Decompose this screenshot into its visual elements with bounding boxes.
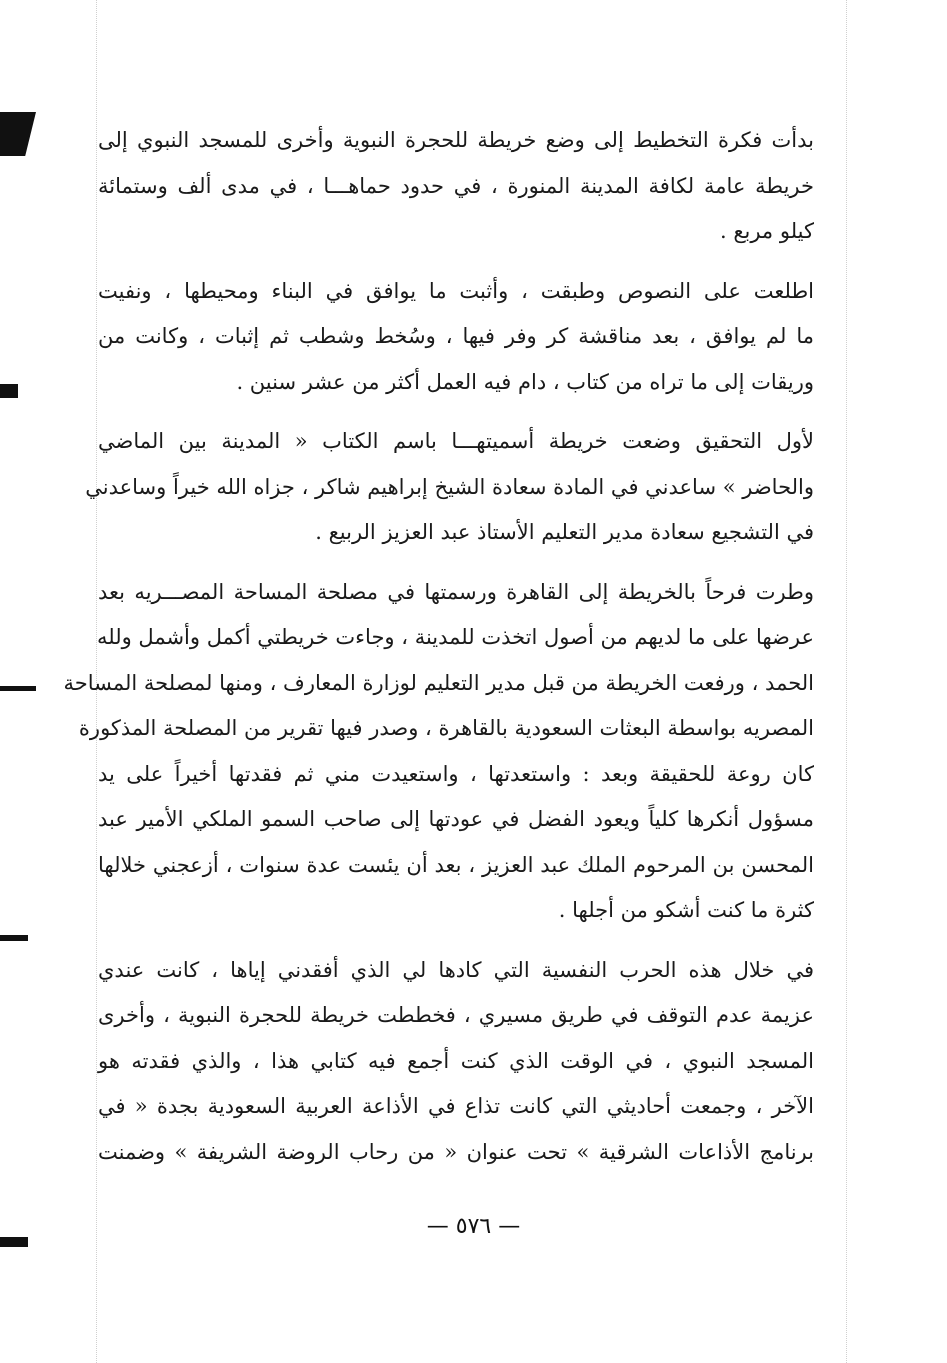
text-line: الحمد ، ورفعت الخريطة من قبل مدير التعليم لوزارة المعارف ، ومنها لمصلحة المساحة bbox=[63, 670, 814, 695]
text-line: خريطة عامة لكافة المدينة المنورة ، في حدود حماهـــا ، في مدى ألف وستمائة bbox=[98, 173, 814, 198]
paragraph bbox=[63, 570, 814, 934]
paragraph bbox=[85, 419, 814, 556]
text-line: المحسن بن المرحوم الملك عبد العزيز ، بعد أن يئست عدة سنوات ، أزعجني خلالها bbox=[98, 852, 814, 877]
text-line: وريقات إلى ما تراه من كتاب ، دام فيه العمل أكثر من عشر سنين . bbox=[236, 369, 814, 394]
text-line: برنامج الأذاعات الشرقية » تحت عنوان « من رحاب الروضة الشريفة » وضمنت bbox=[98, 1139, 814, 1164]
binding-mark bbox=[0, 686, 36, 691]
text-line: عزيمة عدم التوقف في طريق مسيري ، فخططت خريطة للحجرة النبوية ، وأخرى bbox=[98, 1003, 814, 1027]
text-line: المصريه بواسطة البعثات السعودية بالقاهرة ، وصدر فيها تقرير من المصلحة المذكورة bbox=[78, 716, 814, 740]
binding-mark bbox=[0, 112, 36, 156]
page-number: — ٥٧٦ — bbox=[426, 1214, 521, 1239]
text-line: كيلو مربع . bbox=[719, 219, 814, 243]
text-line: لأول التحقيق وضعت خريطة أسميتهـــا باسم الكتاب « المدينة بين الماضي bbox=[98, 429, 814, 453]
text-line: ما لم يوافق ، بعد مناقشة كر وفر فيها ، وسُخط وشطب ثم إثبات ، وكانت من bbox=[98, 324, 814, 348]
text-line: اطلعت على النصوص وطبقت ، وأثبت ما يوافق في البناء ومحيطها ، ونفيت bbox=[98, 278, 814, 303]
body-text bbox=[63, 118, 814, 1189]
binding-mark bbox=[0, 935, 28, 941]
text-line: عرضها على ما لديهم من أصول اتخذت للمدينة ، وجاءت خريطتي أكمل وأشمل ولله bbox=[96, 625, 814, 649]
right-margin-guide bbox=[846, 0, 847, 1363]
text-line: وطرت فرحاً بالخريطة إلى القاهرة ورسمتها في مصلحة المساحة المصـــريه بعد bbox=[98, 579, 814, 604]
text-line: في التشجيع سعادة مدير التعليم الأستاذ عبد العزيز الربيع . bbox=[315, 520, 814, 544]
text-line: في خلال هذه الحرب النفسية التي كادها لي الذي أفقدني إياها ، كانت عندي bbox=[98, 957, 814, 982]
binding-mark bbox=[0, 384, 18, 398]
paragraph bbox=[98, 948, 814, 1176]
text-line: والحاضر » ساعدني في المادة سعادة الشيخ إبراهيم شاكر ، جزاه الله خيراً وساعدني bbox=[85, 474, 814, 499]
paragraph bbox=[98, 269, 814, 406]
text-line: مسؤول أنكرها كلياً ويعود الفضل في عودتها إلى صاحب السمو الملكي الأمير عبد bbox=[98, 807, 814, 831]
text-line: الآخر ، وجمعت أحاديثي التي كانت تذاع في الأذاعة العربية السعودية بجدة « في bbox=[98, 1094, 814, 1118]
text-line: بدأت فكرة التخطيط إلى وضع خريطة للحجرة النبوية وأخرى للمسجد النبوي إلى bbox=[98, 128, 814, 152]
text-line: كان روعة للحقيقة وبعد : واستعدتها ، واستعيدت مني ثم فقدتها أخيراً على يد bbox=[98, 761, 814, 786]
paragraph bbox=[98, 118, 814, 255]
text-line: المسجد النبوي ، في الوقت الذي كنت أجمع فيه كتابي هذا ، والذي فقدته هو bbox=[98, 1048, 814, 1073]
text-line: كثرة ما كنت أشكو من أجلها . bbox=[558, 898, 814, 922]
